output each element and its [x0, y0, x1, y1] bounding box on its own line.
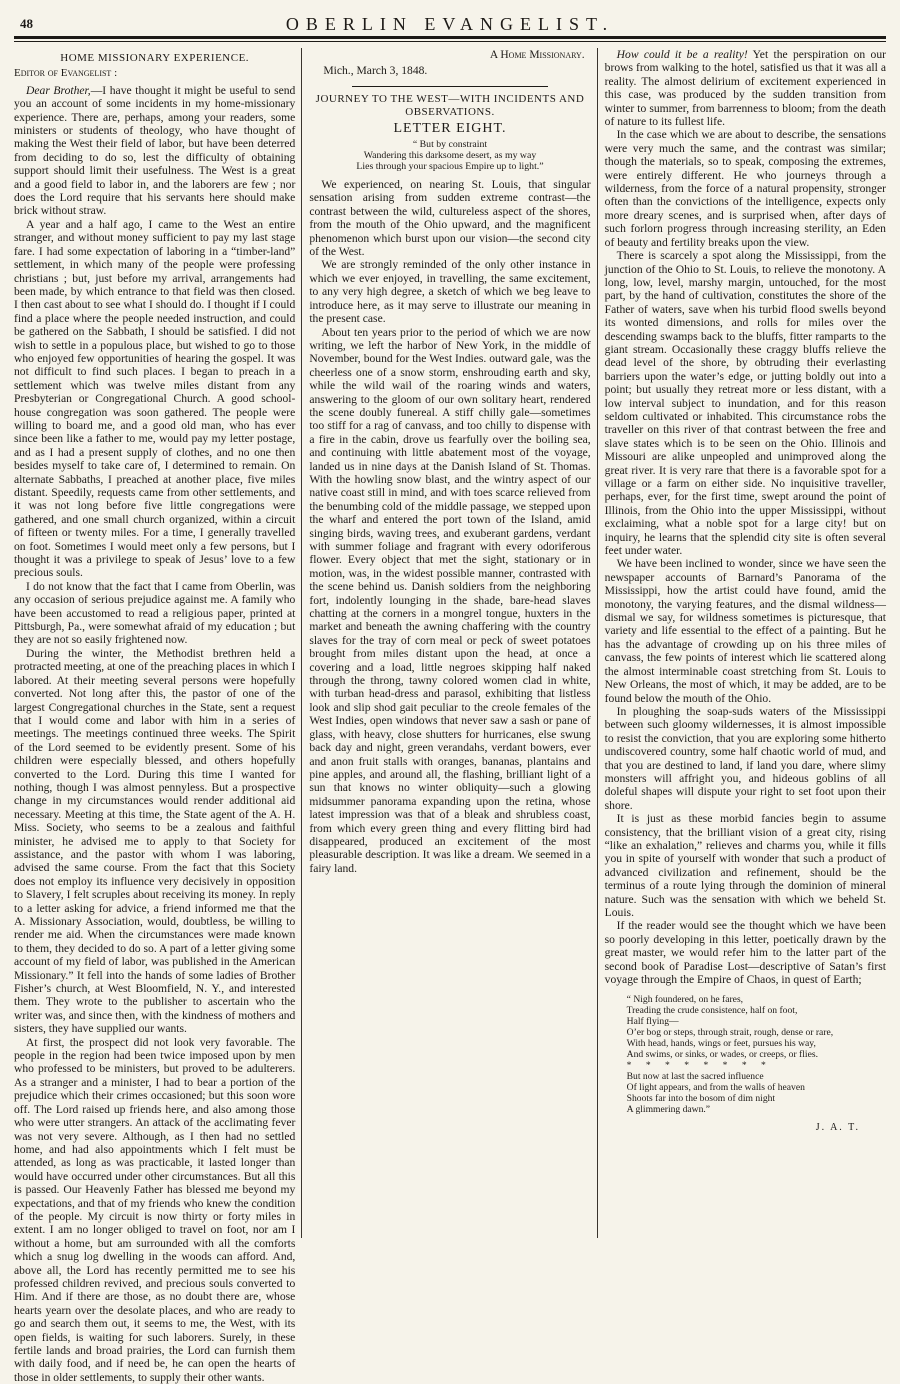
article-title: JOURNEY TO THE WEST—WITH INCIDENTS AND OBSERVATIONS. — [315, 92, 585, 119]
to-line: Editor of Evangelist : — [14, 67, 118, 80]
paragraph: We experienced, on nearing St. Louis, that singular sensation arising from sudden extreme contrast—the contrast between the wild, cultureless aspect of the shores, from the mouth of the Ohio upward, and the magnificent phenomenon which burst upon our vision—the second city of the West. — [309, 178, 591, 259]
paragraph: We are strongly reminded of the only other instance in which we ever enjoyed, in travelling, the same excitement, to any very high degree, a sketch of which we beg leave to introduce here, as it may serve to illustrate our meaning in the present case. — [309, 258, 591, 326]
paragraph: During the winter, the Methodist brethren held a protracted meeting, at one of the preaching places in which I labored. At their meeting several persons were hopefully converted. Not long after this, the pastor of one of the largest Congregational churches in the State, sent a request that I would come and labor with him in a series of meetings. The meetings continued three weeks. The Spirit of the Lord seemed to be evidently present. Some of his children were especially blessed, and others hopefully converted to the Lord. During this time I wanted for nothing, though I was almost pennyless. But a prospective change in my circumstances would render additional aid necessary. Meeting at this time, the State agent of the A. H. Miss. Society, who seems to be a zealous and faithful minister, he advised me to apply to that Society for assistance, and the pastor with whom I was laboring, advised the same course. From the fact that this Society does not employ its influence very decisively in opposition to Slavery, I felt scruples about receiving its money. In reply to a letter asking for advice, a friend informed me that the A. Missionary Association, would, doubtless, be willing to render me aid. When the circumstances were made known to them, they decided to do so. A part of a letter giving some account of my field of labor, was published in the American Missionary.” It fell into the hands of some ladies of Brother Fisher’s church, at West Bloomfield, N. Y., and interested them. They wrote to the publisher to ascertain who the writer was, and since then, with the kindness of mothers and sisters, they have supplied our wants. — [14, 646, 296, 1036]
paragraph: About ten years prior to the period of which we are now writing, we left the harbor of New York, in the middle of November, bound for the West Indies. outward gale, was the cheerless one of a snow storm, enshrouding earth and sky, while the wild wail of the roaring winds and waters, answering to the gloom of our own solitary heart, rendered the scene doubly funereal. A stiff chilly gale—sometimes too stiff for a rag of canvass, and too chilly to dispense with a fire in the cabin, drove us fearfully over the boiling sea, and continuing with little abatement most of the voyage, landed us in nine days at the Danish Island of St. Thomas. With the howling snow blast, and the wintry aspect of our native coast still in mind, and with toes scarce relieved from the benumbing cold of the middle passage, we stepped upon the wharf and entered the port town of the Island, amid singing birds, waving trees, and exuberant gardens, verdant with summer foliage and fragrant with every odoriferous flower. Every object that met the sight, stationary or in motion, was, in the widest possible manner, contrasted with the scene behind us. Danish soldiers from the neighboring fort, indolently lounging in the shade, bare-head slaves chatting at the corners in a mongrel tongue, huxters in the market and beneath the awning chaffering with the country slaves for the tray of corn meal or peck of sweet potatoes brought from miles distant upon the head, at once a covering and a load, little negroes skipping half naked through the throng, tawny colored women clad in white, with turban head-dress and parasol, exhibiting that listless look and slip shod gait peculiar to the creole females of the West Indies, open windows that never saw a sash or pane of glass, with heavy, close shutters for hurricanes, else swung back day and night, green verandahs, verdant bowers, ever and anon fruit stalls with oranges, bananas, plantains and pine apples, and around all, the flashing, brilliant light of a sun that knows no winter obliquity—such a glowing midsummer panorama expanding upon the retina, whose latest impression was that of a bleak and shrubless coast, from which every green thing and every flitting bird had disappeared, produced an excitement of the most pleasurable description. It was like a dream. We seemed in a fairy land. — [309, 325, 591, 875]
paragraph: Dear Brother,—I have thought it might be useful to send you an account of some incidents in my home-missionary experience. There are, perhaps, among your readers, some ministers or students of theology, who have thought of making the West their field of labor, but have been deterred from deciding to do so, lest the difficulty of obtaining support should limit their usefulness. The West is a great and a good field to labor in, and the laborers are few ; nor does the Lord require that his servants here should make brick without straw. — [14, 83, 296, 218]
divider — [352, 86, 549, 87]
italic-phrase: How could it be a reality! — [616, 48, 748, 61]
page-number: 48 — [20, 16, 33, 31]
paragraph: At first, the prospect did not look very favorable. The people in the region had been twice imposed upon by men who professed to be ministers, but proved to be adulterers. As a stranger and a minister, I had to bear a portion of the prejudice which their crimes occasioned; but this soon wore off. The Lord raised up friends here, and also among those who were utter strangers. An attack of the acclimating fever was not very severe. Although, as I then had no settled home, and had also appointments which I felt must be attended, as long as was practicable, it lasted longer than would have occurred under other circumstances. But all this is passed. Our Heavenly Father has blessed me beyond my expectations, and that of my friends who knew the condition of the people. My circuit is now thirty or forty miles in extent. I am no longer obliged to travel on foot, nor am I without a home, but am surrounded with all the comforts which a snug log dwelling in the woods can afford. And, above all, the Lord has recently permitted me to see his professed children revived, and precious souls converted to Him. And if there are those, as no doubt there are, whose hearts yearn over the desolate places, and who are ready to go and search them out, it seems to me, the West, with its open fields, is waiting for such laborers. Surely, in these fertile lands and broad prairies, the Lord can furnish them with daily food, and if need be, he can open the hearts of those in older settlements, to supply their other wants. — [14, 1035, 296, 1384]
paragraph: A year and a half ago, I came to the West an entire stranger, and without money sufficient to pay my last stage fare. I had some expectation of laboring in a “timber-land” settlement, in which many of the people were professing christians ; but, just before my arrival, arrangements had been made, by which entrance to that field was then closed. I then cast about to see what I should do. I thought if I could find a place where the people needed instruction, and could be gathered on the Sabbath, I should be satisfied. I did not wish to settle in a populous place, but wished to go to those who enjoyed few opportunities of hearing the gospel. It was not difficult to find such places. I began to preach in a settlement which was twelve miles distant from any Presbyterian or Congregational Church. A good school-house congregation was soon gathered. The people were willing to board me, and a good old man, who has ever since been like a father to me, would pay my letter postage, and as I had a present supply of clothes, and no one then besides myself to take care of, I determined to remain. On alternate Sabbaths, I preached at another place, five miles distant. Speedily, requests came from other settlements, and it was not long before five little congregations were gathered, and one small church organized, within a circuit of fifteen or twenty miles. For a time, I generally travelled on foot. Sometimes I would meet only a few persons, but I thought it was a privilege to speak of Jesus’ love to a few precious souls. — [14, 217, 296, 580]
paragraph: There is scarcely a spot along the Mississippi, from the junction of the Ohio to St. Louis, to relieve the monotony. A long, low, level, marshy margin, untouched, for the most part, by the hand of cultivation, constitutes the shore of the Father of waters, save when his turbid flood swells beyond its wonted dimensions, and rolls for miles over the descending swamps back to the bluffs, fitter ramparts to the giant stream. Occasionally these craggy bluffs relieve the dead level of the shore, by obtruding their everlasting barriers upon the water’s edge, or jutting boldly out into a point; but usually they retreat more or less distant, with a low interval subject to inundation, and for this reason seldom cultivated or inhabited. This circumstance robs the traveller on this river of that contrast between the free and slave states which is to be seen on the Ohio. Illinois and Missouri are alike unpeopled and unimproved along the great river. It is very rare that there is a favorable spot for a village or a farm on either side. No inquisitive traveller, perhaps, ever, for the first time, swept around the point of Illinois, from the Ohio into the upper Mississippi, without exclaiming, what a noble spot for a large city! but on inquiry, he learns that the splendid city site is often several feet under water. — [604, 249, 886, 558]
letter-heading: LETTER EIGHT. — [393, 120, 507, 136]
epigraph: “ But by constraint Wandering this darksome desert, as my way Lies through your spacious Empire up to light.” — [356, 139, 544, 173]
paragraph: In ploughing the soap-suds waters of the Mississippi between such gloomy wildernesses, it is almost impossible to resist the conviction, that you are exploring some hitherto undiscovered country, some half chaotic world of mud, and that you are destined to land, if land you dare, where slimy monsters will affright you, and hideous goblins of all doleful shapes will dispute your right to set foot upon their shore. — [604, 704, 886, 812]
masthead-rule — [14, 36, 886, 39]
paragraph: I do not know that the fact that I came from Oberlin, was any occasion of serious prejudice against me. A family who have been accustomed to read a religious paper, printed at Pittsburgh, Pa., were somewhat afraid of my education ; but they are not so easily frightened now. — [14, 579, 296, 647]
place-date: Mich., March 3, 1848. — [323, 64, 428, 78]
paragraph: How could it be a reality! Yet the perspiration on our brows from walking to the hotel, satisfied us that it was all a reality. The almost delirium of excitement experienced in this case, was produced by the sudden transition from winter to summer, from barrenness to bloom; from the death of nature to its fullest life. — [604, 48, 886, 129]
columns — [14, 48, 886, 1384]
article-title: HOME MISSIONARY EXPERIENCE. — [60, 52, 250, 64]
poem-quote: “ Nigh foundered, on he fares, Treading the crude consistence, half on foot, Half flying— O’er bog or steps, through strait, rough, dense or rare, With head, hands, wings or feet, pursues his way, And swims, or sinks, or wades, or creeps, or flies. * * * * * * * * But now at last the sacred influence Of light appears, and from the walls of heaven Shoots far into the bosom of dim night A glimmering dawn.” — [627, 994, 886, 1115]
signature: A Home Missionary. — [489, 49, 585, 61]
author-initials: J. A. T. — [815, 1122, 860, 1134]
masthead — [14, 10, 886, 36]
salutation: Dear Brother, — [26, 83, 91, 97]
journal-title: OBERLIN EVANGELIST. — [285, 14, 615, 34]
column-1 — [14, 48, 296, 1384]
column-3 — [597, 48, 886, 1238]
paragraph: In the case which we are about to describe, the sensations were very much the same, and the contrast was similar; though the materials, so to speak, composing the extremes, were entirely different. He who journeys through a wilderness, from the force of a natural propensity, stronger often than the convictions of the intelligence, expects only more dreary scenes, and is surprised when, after days of such forlorn progress through increasing sterility, an Eden of beauty and fertility breaks upon the view. — [604, 128, 886, 249]
stars-separator: * * * * * * * * — [626, 1060, 772, 1072]
column-2 — [301, 48, 590, 1238]
paragraph: If the reader would see the thought which we have been so poorly developing in this letter, poetically drawn by the great master, we would refer him to the latter part of the second book of Paradise Lost—descriptive of Satan’s first voyage through the Empire of Chaos, in quest of Earth; — [604, 919, 886, 987]
paragraph: It is just as these morbid fancies begin to assume consistency, that the brilliant vision of a great city, rising “like an exhalation,” relieves and charms you, while it fills you in spite of yourself with wonder that such a product of advanced civilization and refinement, should be the terminus of a route lying through the dominion of mineral nature. Such was the sensation with which we beheld St. Louis. — [604, 812, 886, 919]
paragraph: We have been inclined to wonder, since we have seen the newspaper accounts of Barnard’s Panorama of the Mississippi, how the artist could have found, amid the monotony, the varying features, and the dismal wildness—dismal we say, for wildness sometimes is picturesque, that variety and life essential to the effect of a painting. But he has the advantage of crowding up on his three miles of canvass, the few points of interest which lie scattered along the almost interminable coast stretching from St. Louis to New Orleans, the most of which, it may be added, are to be found below the mouth of the Ohio. — [604, 557, 886, 705]
masthead-rule-thin — [14, 41, 886, 42]
